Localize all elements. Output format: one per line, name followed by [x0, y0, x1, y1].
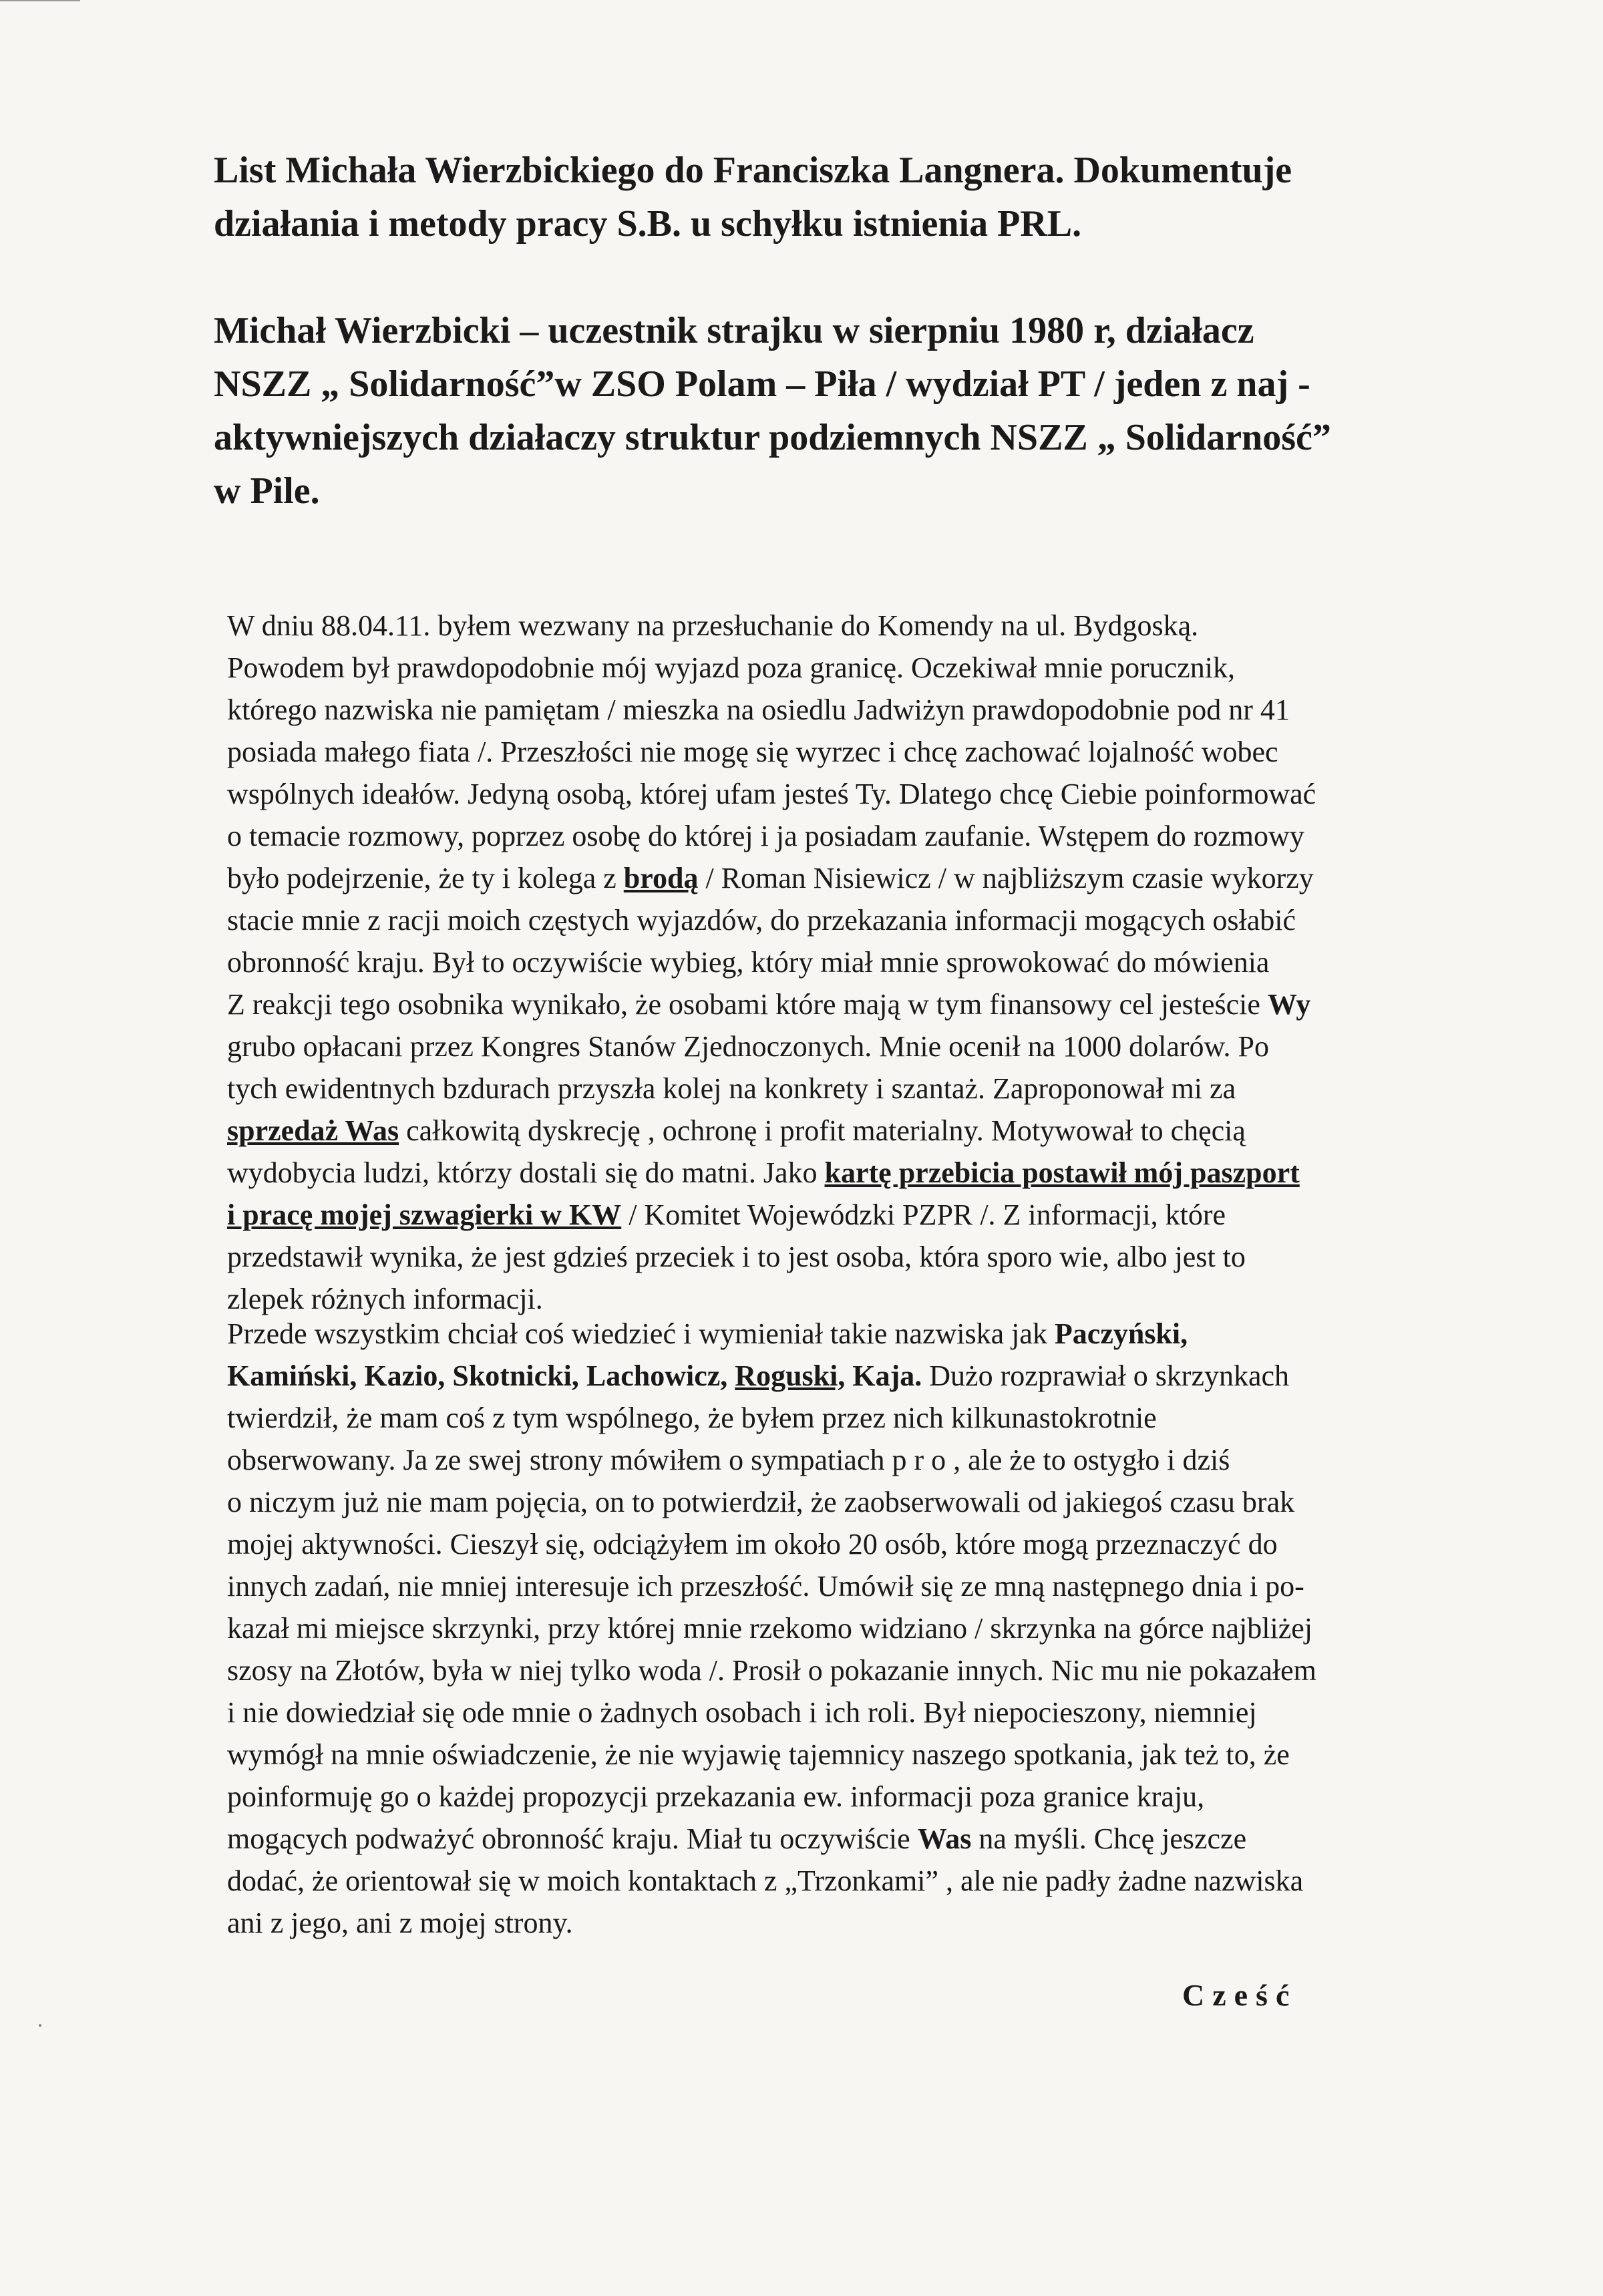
body-line: [227, 1152, 1576, 1194]
body-line: tych ewidentnych bzdurach przyszła kolej na konkrety i szantaż. Zaproponował mi za: [227, 1072, 1236, 1105]
body-fragment: wydobycia ludzi, którzy dostali się do matni. Jako: [227, 1156, 818, 1189]
emphasis-was: Was: [917, 1822, 972, 1855]
body-line: [227, 983, 1576, 1025]
body-line: którego nazwiska nie pamiętam / mieszka na osiedlu Jadwiżyn prawdopodobnie pod nr 41: [227, 693, 1290, 726]
body-line: [227, 857, 1576, 899]
signature: Cześć: [1182, 1978, 1298, 2012]
body-line: mojej aktywności. Cieszył się, odciążyłem im około 20 osób, które mogą przeznaczyć do: [227, 1528, 1278, 1561]
author-line: NSZZ „ Solidarność”w ZSO Polam – Piła / wydział PT / jeden z naj -: [214, 363, 1310, 405]
body-line: grubo opłacani przez Kongres Stanów Zjednoczonych. Mnie ocenił na 1000 dolarów. Po: [227, 1030, 1269, 1063]
name-paczynski: Paczyński,: [1054, 1317, 1188, 1350]
body-line: [227, 1313, 1576, 1355]
emphasis-praca-szwagierki: i pracę mojej szwagierki w KW: [227, 1198, 622, 1231]
emphasis-sprzedaz-was: sprzedaż Was: [227, 1114, 399, 1147]
body-line: innych zadań, nie mniej interesuje ich przeszłość. Umówił się ze mną następnego dnia i po-: [227, 1570, 1304, 1603]
name-kaja: Kaja.: [852, 1359, 922, 1392]
body-line: poinformuję go o każdej propozycji przekazania ew. informacji poza granice kraju,: [227, 1780, 1205, 1813]
body-line: W dniu 88.04.11. byłem wezwany na przesłuchanie do Komendy na ul. Bydgoską.: [227, 609, 1199, 642]
body-fragment: na myśli. Chcę jeszcze: [978, 1822, 1247, 1855]
author-line: aktywniejszych działaczy struktur podziemnych NSZZ „ Solidarność”: [214, 417, 1331, 458]
body-fragment: było podejrzenie, że ty i kolega z: [227, 862, 616, 894]
body-fragment: mogących podważyć obronność kraju. Miał tu oczywiście: [227, 1822, 910, 1855]
body-fragment: Dużo rozprawiał o skrzynkach: [929, 1359, 1290, 1392]
name-roguski: Roguski,: [735, 1359, 846, 1392]
body-line: [227, 1194, 1576, 1236]
scan-speck: [39, 2024, 41, 2027]
body-line: [227, 1355, 1576, 1397]
author-description: [214, 304, 1523, 518]
body-line: o temacie rozmowy, poprzez osobę do której i ja posiadam zaufanie. Wstępem do rozmowy: [227, 820, 1304, 852]
body-line: obronność kraju. Był to oczywiście wybieg, który miał mnie sprowokować do mówienia: [227, 946, 1270, 979]
body-line: posiada małego fiata /. Przeszłości nie mogę się wyrzec i chcę zachować lojalność wobec: [227, 735, 1278, 768]
letter-body-second-paragraph: [227, 1313, 1576, 1944]
document-title: [214, 144, 1523, 251]
body-line: [227, 1818, 1576, 1860]
emphasis-broda: brodą: [623, 862, 699, 894]
body-line: wymógł na mnie oświadczenie, że nie wyjawię tajemnicy naszego spotkania, jak też to, że: [227, 1738, 1290, 1771]
body-line: stacie mnie z racji moich częstych wyjazdów, do przekazania informacji mogących osłabić: [227, 904, 1296, 937]
title-line: działania i metody pracy S.B. u schyłku istnienia PRL.: [214, 203, 1082, 244]
author-line: w Pile.: [214, 470, 320, 512]
body-line: obserwowany. Ja ze swej strony mówiłem o sympatiach p r o , ale że to ostygło i dziś: [227, 1444, 1230, 1476]
emphasis-wy: Wy: [1267, 988, 1311, 1021]
letter-body: [227, 605, 1576, 1320]
title-line: List Michała Wierzbickiego do Franciszka Langnera. Dokumentuje: [214, 150, 1292, 191]
names-list: Kamiński, Kazio, Skotnicki, Lachowicz,: [227, 1359, 728, 1392]
body-fragment: / Komitet Wojewódzki PZPR /. Z informacji, które: [629, 1198, 1226, 1231]
emphasis-karta-przebicia: kartę przebicia postawił mój paszport: [824, 1156, 1300, 1189]
body-fragment: / Roman Nisiewicz / w najbliższym czasie wykorzy: [705, 862, 1314, 894]
author-line: Michał Wierzbicki – uczestnik strajku w sierpniu 1980 r, działacz: [214, 310, 1254, 351]
body-line: przedstawił wynika, że jest gdzieś przeciek i to jest osoba, która sporo wie, albo jest to: [227, 1241, 1246, 1273]
body-line: i nie dowiedział się ode mnie o żadnych osobach i ich roli. Był niepocieszony, niemniej: [227, 1696, 1257, 1729]
top-rule: [0, 0, 80, 1]
body-line: wspólnych ideałów. Jedyną osobą, której ufam jesteś Ty. Dlatego chcę Ciebie poinformować: [227, 778, 1316, 810]
body-fragment: Przede wszystkim chciał coś wiedzieć i wymieniał takie nazwiska jak: [227, 1317, 1047, 1350]
body-line: ani z jego, ani z mojej strony.: [227, 1907, 573, 1939]
body-line: szosy na Złotów, była w niej tylko woda /. Prosił o pokazanie innych. Nic mu nie pokazałem: [227, 1654, 1316, 1687]
body-line: zlepek różnych informacji.: [227, 1283, 543, 1315]
body-line: kazał mi miejsce skrzynki, przy której mnie rzekomo widziano / skrzynka na górce najbliżej: [227, 1612, 1312, 1645]
body-line: [227, 1110, 1576, 1152]
body-line: twierdził, że mam coś z tym wspólnego, że byłem przez nich kilkunastokrotnie: [227, 1402, 1157, 1434]
body-fragment: całkowitą dyskrecję , ochronę i profit materialny. Motywował to chęcią: [406, 1114, 1246, 1147]
body-line: dodać, że orientował się w moich kontaktach z „Trzonkami” , ale nie padły żadne nazwiska: [227, 1864, 1304, 1897]
body-fragment: Z reakcji tego osobnika wynikało, że osobami które mają w tym finansowy cel jesteście: [227, 988, 1260, 1021]
body-line: o niczym już nie mam pojęcia, on to potwierdził, że zaobserwowali od jakiegoś czasu brak: [227, 1486, 1295, 1518]
body-line: Powodem był prawdopodobnie mój wyjazd poza granicę. Oczekiwał mnie porucznik,: [227, 651, 1235, 684]
